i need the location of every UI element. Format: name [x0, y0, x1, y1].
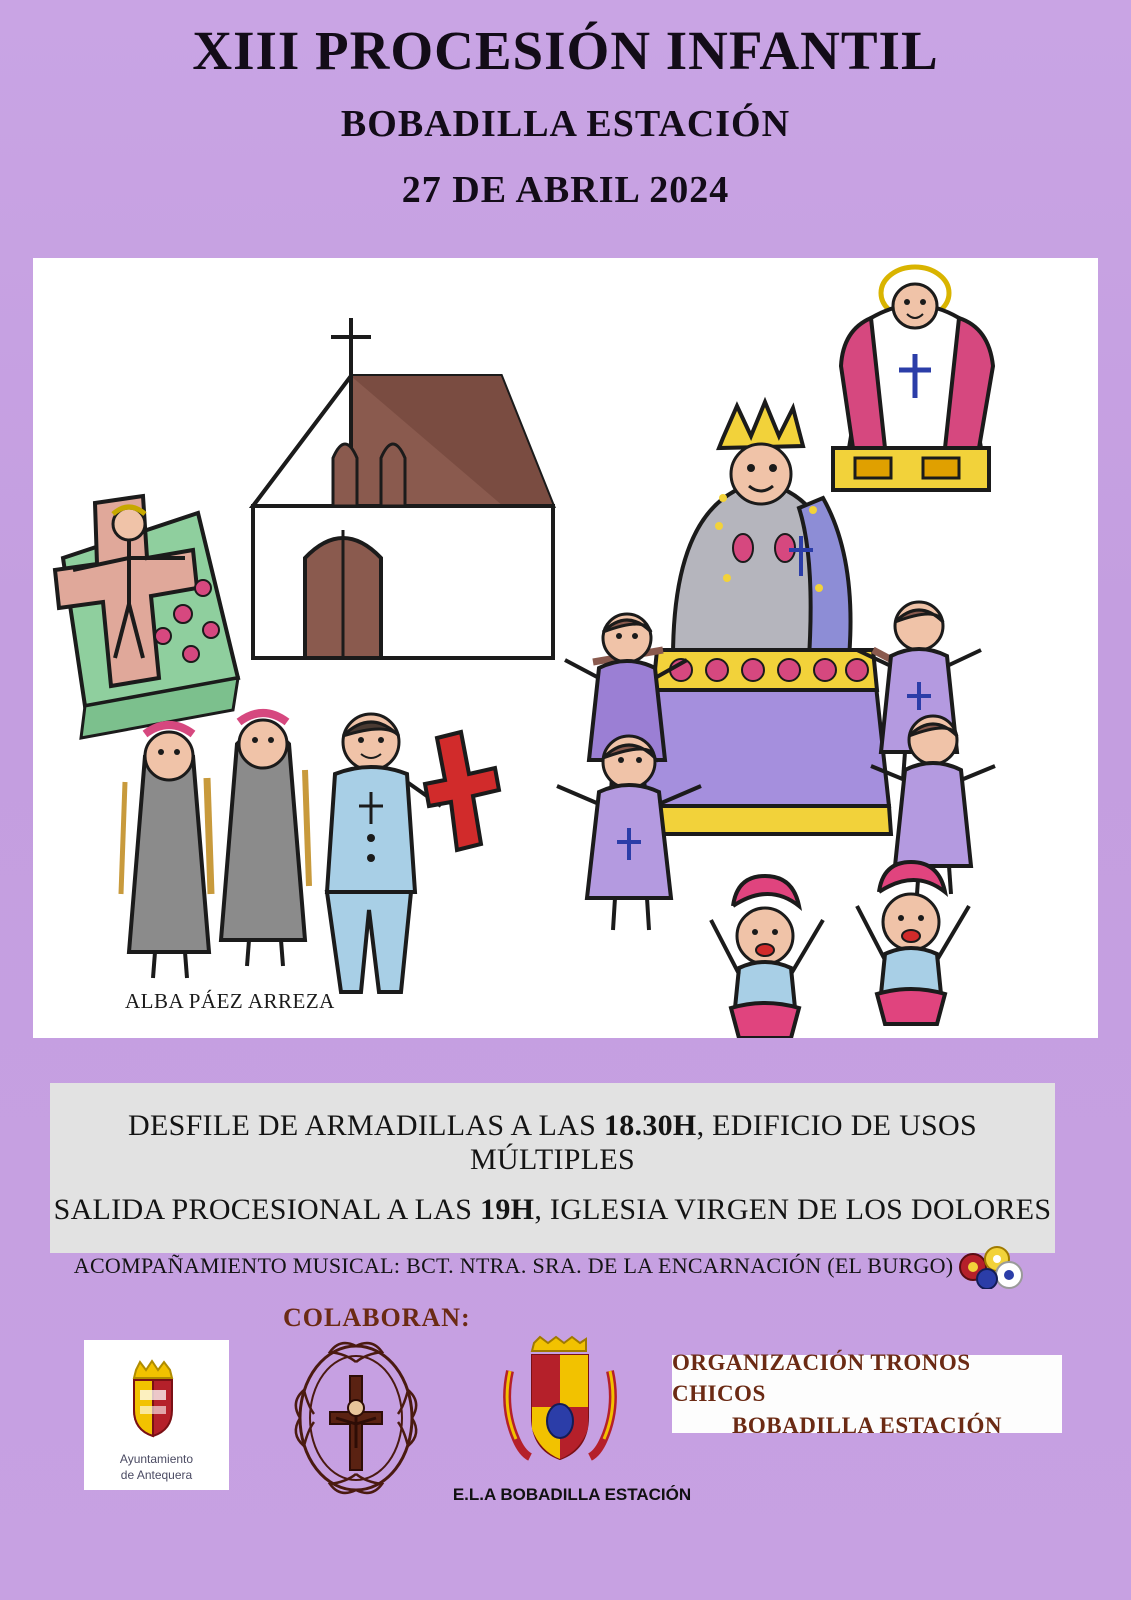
ayuntamiento-line1: Ayuntamiento: [119, 1452, 194, 1466]
info-line-music: [50, 1227, 1055, 1289]
info-line-procession: [50, 1177, 1055, 1227]
info-line3-text: ACOMPAÑAMIENTO MUSICAL: BCT. NTRA. SRA. DE LA ENCARNACIÓN (EL BURGO): [73, 1253, 954, 1278]
collaborators-title: COLABORAN:: [283, 1303, 471, 1332]
crucifix-float-drawing: [55, 496, 238, 738]
logo-hermandad-crest-icon: [286, 1338, 426, 1498]
info-line1-pre: DESFILE DE ARMADILLAS A LAS: [128, 1109, 604, 1142]
event-info-band: [50, 1083, 1055, 1278]
escudo-espana-icon: [498, 1335, 622, 1480]
child-figure-drawing: [121, 725, 211, 978]
organization-line2: BOBADILLA ESTACIÓN: [732, 1412, 1002, 1438]
organization-line1: ORGANIZACIÓN TRONOS CHICOS: [672, 1350, 971, 1407]
ayuntamiento-line2: de Antequera: [120, 1468, 193, 1483]
info-line1-post: , EDIFICIO DE USOS MÚLTIPLES: [470, 1109, 977, 1176]
page-title: XIII PROCESIÓN INFANTIL: [192, 20, 939, 81]
antequera-crest-icon: [84, 1356, 229, 1440]
page-subtitle: BOBADILLA ESTACIÓN: [340, 102, 791, 145]
poster-header: [0, 0, 1131, 212]
statue-float-drawing: [833, 267, 993, 490]
info-line-parade: [50, 1083, 1055, 1177]
organization-box: [672, 1350, 1062, 1438]
child-with-cross-drawing: [327, 714, 499, 992]
page-date: 27 DE ABRIL 2024: [401, 168, 730, 211]
band-emblem-icon: [957, 1245, 1031, 1289]
ayuntamiento-label: [84, 1451, 229, 1483]
info-line2-post: , IGLESIA VIRGEN DE LOS DOLORES: [534, 1193, 1052, 1226]
info-line1-time: 18.30H: [603, 1109, 697, 1142]
artwork-credit: ALBA PÁEZ ARREZA: [125, 989, 335, 1013]
logo-ayuntamiento-antequera: [84, 1340, 229, 1490]
church-drawing: [253, 318, 553, 658]
info-line2-time: 19H: [480, 1193, 535, 1226]
artwork-panel: [33, 258, 1098, 1038]
ela-caption: E.L.A BOBADILLA ESTACIÓN: [452, 1485, 692, 1504]
child-figure-drawing: [711, 876, 823, 1038]
info-line2-pre: SALIDA PROCESIONAL A LAS: [53, 1193, 481, 1226]
child-figure-drawing: [221, 713, 309, 966]
childrens-drawing: [33, 258, 1098, 1038]
